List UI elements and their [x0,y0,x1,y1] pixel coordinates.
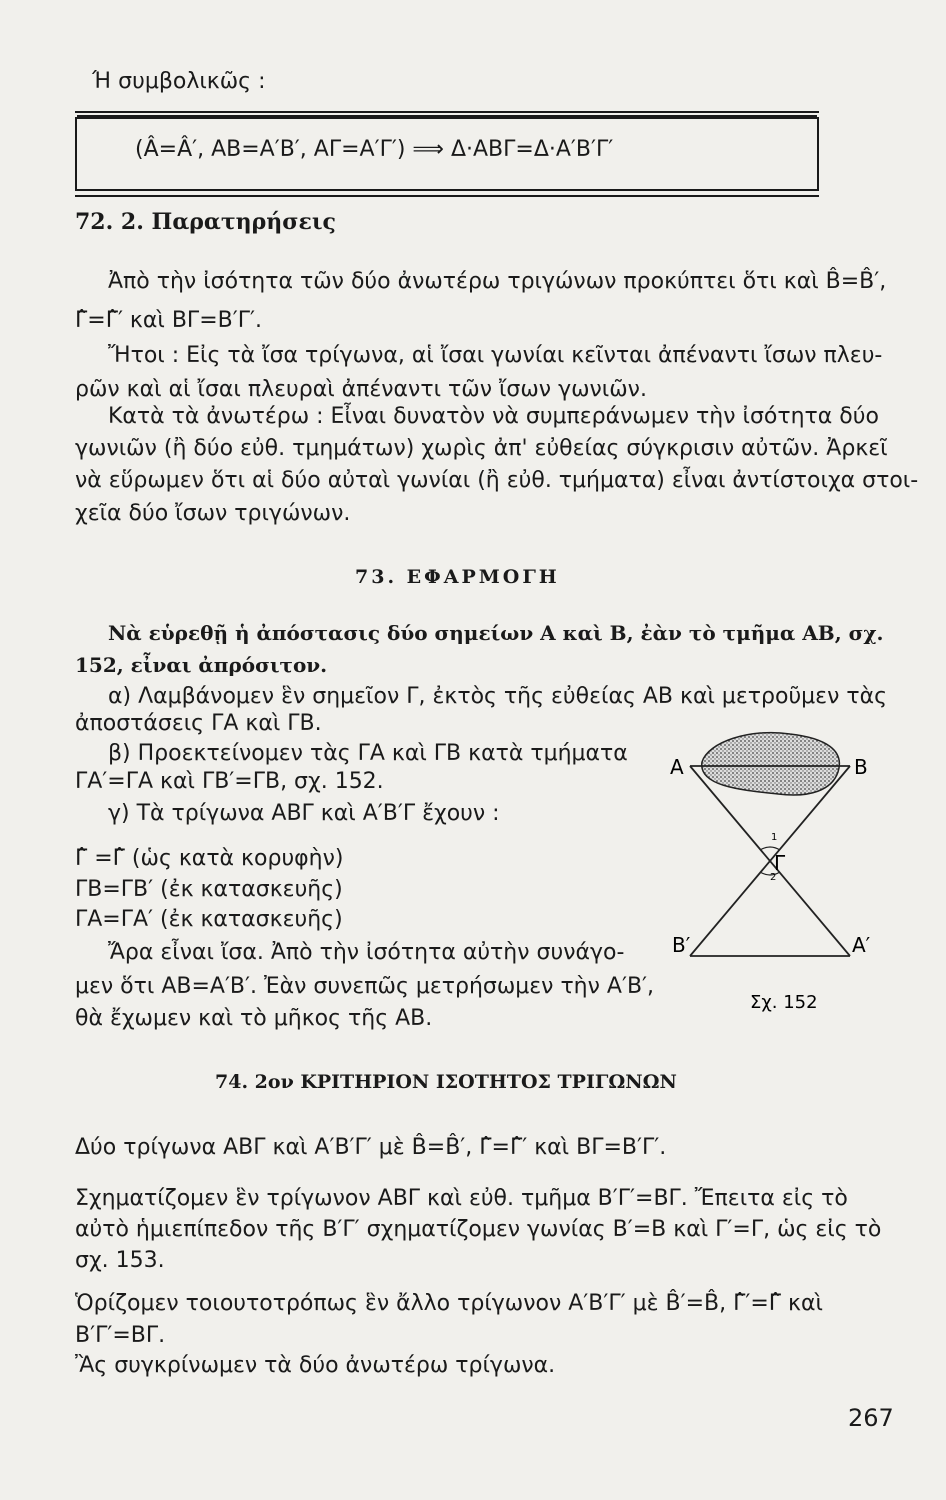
p1-line-1 [108,268,887,296]
step-b-line-1: β) Προεκτείνομεν τὰς ΓΑ καὶ ΓΒ κατὰ τμήματα [108,741,628,766]
p2-line-2: ρῶν καὶ αἱ ἴσαι πλευραὶ ἀπέναντι τῶν ἴσων γωνιῶν. [75,377,647,402]
compare-line: Ἂς συγκρίνωμεν τὰ δύο ἀνωτέρω τρίγωνα. [75,1353,556,1378]
p1-line-1-text: Ἀπὸ τὴν ἰσότητα τῶν δύο ἀνωτέρω τριγώνων προκύπτει ὅτι καὶ B̂=B̂′, [108,269,887,294]
vertical-angle-arc-top [760,847,780,850]
p2-line-1: Ἤτοι : Εἰς τὰ ἴσα τρίγωνα, αἱ ἴσαι γωνίαι κεῖνται ἀπέναντι ἴσων πλευ- [108,343,883,368]
criterion-line-1: Δύο τρίγωνα ΑΒΓ καὶ Α′Β′Γ′ μὲ B̂=B̂′, Γ̂=Γ̂′ καὶ ΒΓ=Β′Γ′. [75,1135,667,1160]
step-a-line-2: ἀποστάσεις ΓΑ καὶ ΓΒ. [75,711,322,736]
section-72-title: 72. 2. Παρατηρήσεις [75,209,336,235]
section-73-title: 73. ΕΦΑΡΜΟΓΗ [355,566,560,588]
step-c-line-6: μεν ὅτι ΑΒ=Α′Β′. Ἐὰν συνεπῶς μετρήσωμεν τὴν Α′Β′, [75,974,655,999]
step-b-line-2: ΓΑ′=ΓΑ καὶ ΓΒ′=ΓΒ, σχ. 152. [75,769,384,794]
label-ap: Α′ [852,933,871,957]
p3-line-4: χεῖα δύο ἴσων τριγώνων. [75,501,351,526]
p3-line-2: γωνιῶν (ἢ δύο εὐθ. τμημάτων) χωρὶς ἀπ' εὐθείας σύγκρισιν αὐτῶν. Ἀρκεῖ [75,436,888,461]
figure-152 [660,720,890,1020]
intro-line: Ή συμβολικῶς : [92,69,266,94]
construct-line-3: σχ. 153. [75,1248,165,1273]
define-line-2: Β′Γ′=ΒΓ. [75,1323,166,1348]
step-a-line-1: α) Λαμβάνομεν ἓν σημεῖον Γ, ἐκτὸς τῆς εὐθείας ΑΒ καὶ μετροῦμεν τὰς [108,684,888,709]
construct-line-1: Σχηματίζομεν ἓν τρίγωνον ΑΒΓ καὶ εὐθ. τμῆμα Β′Γ′=ΒΓ. Ἔπειτα εἰς τὸ [75,1186,848,1211]
page-number: 267 [848,1404,894,1432]
section-74-title: 74. 2ον ΚΡΙΤΗΡΙΟΝ ΙΣΟΤΗΤΟΣ ΤΡΙΓΩΝΩΝ [215,1071,677,1093]
label-angle-2: 2 [770,872,777,883]
label-a: Α [670,755,684,779]
formula: (Â=Â′, ΑΒ=Α′Β′, ΑΓ=Α′Γ′) ⟹ Δ·ΑΒΓ=Δ·Α′Β′Γ′ [135,137,614,162]
formula-box [75,117,819,191]
p3-line-3: νὰ εὕρωμεν ὅτι αἱ δύο αὐταὶ γωνίαι (ἢ εὐθ. τμήματα) εἶναι ἀντίστοιχα στοι- [75,468,919,493]
inaccessible-region [702,733,840,795]
p3-line-1: Κατὰ τὰ ἀνωτέρω : Εἶναι δυνατὸν νὰ συμπεράνωμεν τὴν ἰσότητα δύο [108,404,879,429]
step-c-line-4: ΓΑ=ΓΑ′ (ἐκ κατασκευῆς) [75,907,343,932]
step-c-line-7: θὰ ἔχωμεν καὶ τὸ μῆκος τῆς ΑΒ. [75,1006,433,1031]
label-b: Β [854,755,868,779]
label-angle-1: 1 [771,832,778,843]
step-c-line-5: Ἄρα εἶναι ἴσα. Ἀπὸ τὴν ἰσότητα αὐτὴν συνάγο- [108,940,625,965]
p1-line-2: Γ̂=Γ̂′ καὶ ΒΓ=Β′Γ′. [75,308,262,333]
problem-line-1: Νὰ εὑρεθῇ ἡ ἀπόστασις δύο σημείων Α καὶ Β, ἐὰν τὸ τμῆμα ΑΒ, σχ. [108,621,884,645]
figure-caption: Σχ. 152 [750,992,818,1013]
problem-line-2: 152, εἶναι ἀπρόσιτον. [75,653,328,677]
construct-line-2: αὐτὸ ἡμιεπίπεδον τῆς Β′Γ′ σχηματίζομεν γωνίας Β′=Β καὶ Γ′=Γ, ὡς εἰς τὸ [75,1217,882,1242]
define-line-1: Ὁρίζομεν τοιουτοτρόπως ἓν ἄλλο τρίγωνον Α′Β′Γ′ μὲ B̂′=B̂, Γ̂′=Γ̂ καὶ [75,1291,823,1316]
label-bp: Β′ [672,933,691,957]
step-c-line-1: γ) Τὰ τρίγωνα ΑΒΓ καὶ Α′Β′Γ ἔχουν : [108,801,500,826]
step-c-line-3: ΓΒ=ΓΒ′ (ἐκ κατασκευῆς) [75,877,343,902]
label-g: Γ [774,851,786,875]
step-c-line-2: Γ̂ =Γ̂ (ὡς κατὰ κορυφὴν) [75,846,344,871]
